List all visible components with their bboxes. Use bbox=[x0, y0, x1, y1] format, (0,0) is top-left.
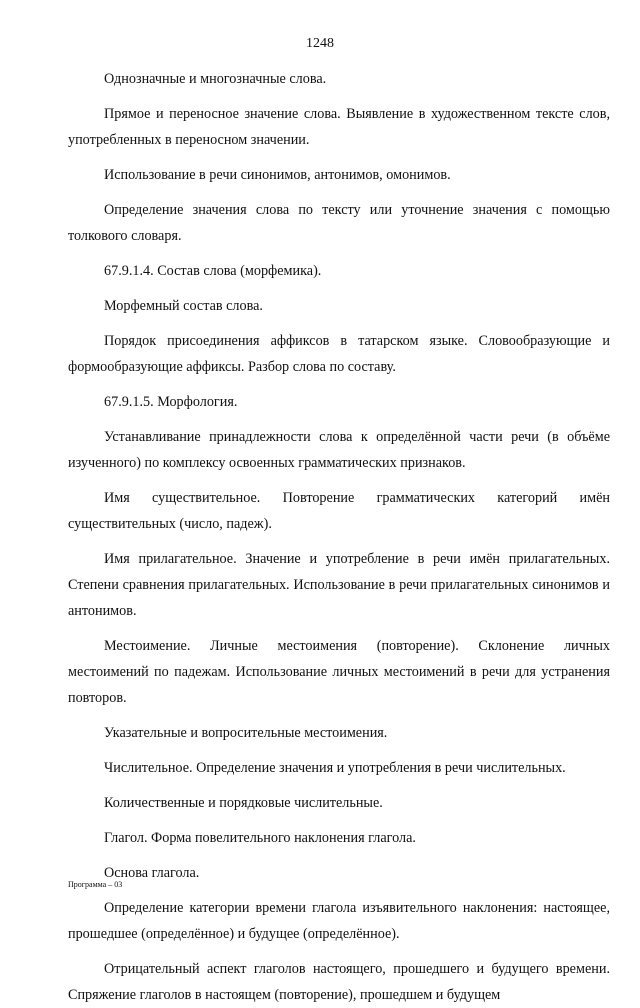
page-footer: Программа – 03 bbox=[68, 880, 123, 889]
paragraph: Отрицательный аспект глаголов настоящего, прошедшего и будущего времени. Спряжение глаголов в настоящем (повторение), прошедшем и будущем bbox=[68, 961, 610, 1003]
paragraph: Глагол. Форма повелительного наклонения глагола. bbox=[104, 830, 416, 846]
paragraph: Количественные и порядковые числительные. bbox=[104, 795, 383, 811]
paragraph: Имя существительное. Повторение грамматических категорий имён существительных (число, падеж). bbox=[68, 490, 610, 532]
paragraph: Морфемный состав слова. bbox=[104, 298, 263, 314]
paragraph: Определение категории времени глагола изъявительного наклонения: настоящее, прошедшее (определённое) и будущее (определённое). bbox=[68, 900, 610, 942]
paragraph: Использование в речи синонимов, антонимов, омонимов. bbox=[104, 167, 451, 183]
paragraph: Устанавливание принадлежности слова к определённой части речи (в объёме изученного) по комплексу освоенных грамматических признаков. bbox=[68, 429, 610, 471]
paragraph: Порядок присоединения аффиксов в татарском языке. Словообразующие и формообразующие аффиксы. Разбор слова по составу. bbox=[68, 333, 610, 375]
paragraph: Определение значения слова по тексту или уточнение значения с помощью толкового словаря. bbox=[68, 202, 610, 244]
paragraph: Указательные и вопросительные местоимения. bbox=[104, 725, 388, 741]
paragraph: Местоимение. Личные местоимения (повторение). Склонение личных местоимений по падежам. Использование личных местоимений в речи для устранения повторов. bbox=[68, 638, 610, 706]
paragraph: Числительное. Определение значения и употребления в речи числительных. bbox=[104, 760, 566, 776]
page-number: 1248 bbox=[306, 36, 334, 51]
paragraph: Имя прилагательное. Значение и употребление в речи имён прилагательных. Степени сравнения прилагательных. Использование в речи прилагательных синонимов и антонимов. bbox=[68, 551, 610, 619]
section-heading: 67.9.1.5. Морфология. bbox=[104, 394, 238, 410]
section-heading: 67.9.1.4. Состав слова (морфемика). bbox=[104, 263, 322, 279]
paragraph: Основа глагола. bbox=[104, 865, 200, 881]
paragraph: Прямое и переносное значение слова. Выявление в художественном тексте слов, употребленных в переносном значении. bbox=[68, 106, 610, 148]
paragraph: Однозначные и многозначные слова. bbox=[104, 71, 327, 87]
document-body bbox=[68, 66, 610, 1008]
